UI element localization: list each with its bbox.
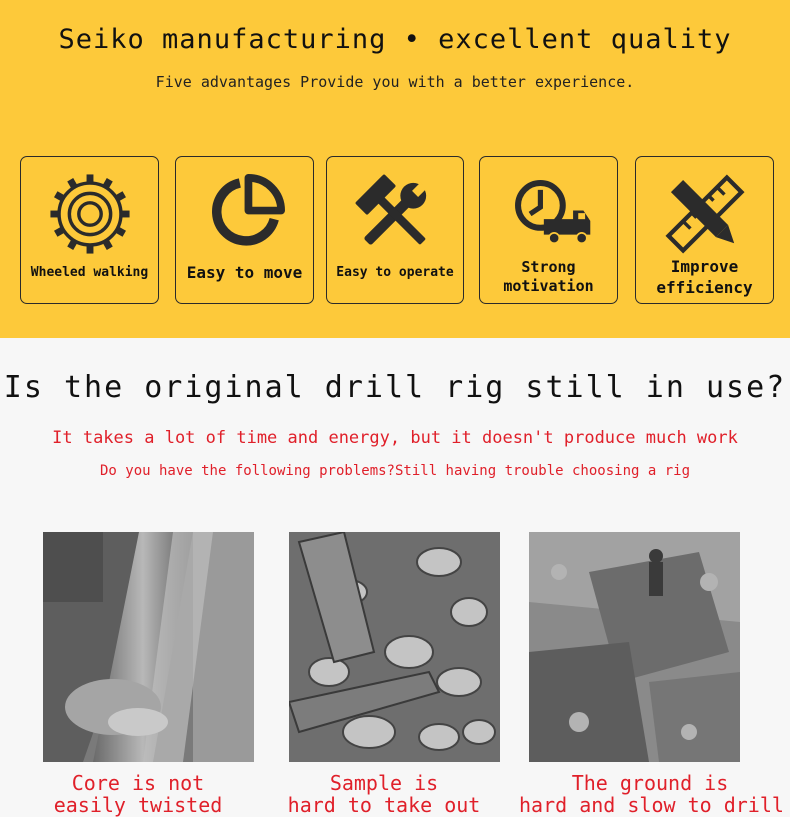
advantage-card-easy-to-move — [175, 156, 314, 304]
caption-line1: The ground is — [571, 771, 729, 795]
banner-subtitle: Five advantages Provide you with a better experience. — [155, 73, 635, 91]
advantage-label-line2: efficiency — [656, 278, 753, 297]
problem-statement: It takes a lot of time and energy, but it doesn't produce much work — [52, 428, 738, 448]
advantage-label: Easy to move — [186, 263, 303, 282]
advantage-label-line1: Strong — [521, 258, 576, 276]
problem-question: Do you have the following problems?Still having trouble choosing a rig — [99, 463, 690, 479]
advantage-label-line2: motivation — [503, 277, 594, 295]
hard-ground-photo — [529, 532, 740, 762]
caption-line1: Core is not — [71, 771, 205, 795]
problem-caption-2 — [264, 772, 504, 816]
pencil-ruler-icon — [662, 171, 748, 257]
caption-line2: hard to take out — [287, 793, 481, 817]
advantage-label: Easy to operate — [336, 265, 454, 280]
problem-caption-3 — [519, 771, 784, 817]
advantage-card-strong-motivation — [479, 156, 618, 304]
advantages-banner — [0, 0, 790, 338]
core-sample-photo — [43, 532, 254, 762]
advantage-label: Wheeled walking — [30, 265, 149, 280]
problem-caption-1 — [18, 772, 258, 816]
wrench-hammer-icon — [352, 171, 438, 257]
banner-title: Seiko manufacturing • excellent quality — [58, 24, 732, 55]
clock-truck-icon — [506, 171, 592, 257]
advantage-card-improve-efficiency — [635, 156, 774, 304]
question-title: Is the original drill rig still in use? — [3, 370, 787, 405]
advantage-card-wheeled-walking — [20, 156, 159, 304]
caption-line2: easily twisted — [53, 793, 223, 817]
caption-line1: Sample is — [329, 771, 439, 795]
advantage-card-easy-to-operate — [326, 156, 464, 304]
advantage-label-line1: Improve — [670, 257, 739, 276]
gear-icon — [47, 171, 133, 257]
caption-line2: hard and slow to drill — [519, 793, 784, 817]
broken-samples-photo — [289, 532, 500, 762]
pie-chart-icon — [202, 171, 288, 257]
